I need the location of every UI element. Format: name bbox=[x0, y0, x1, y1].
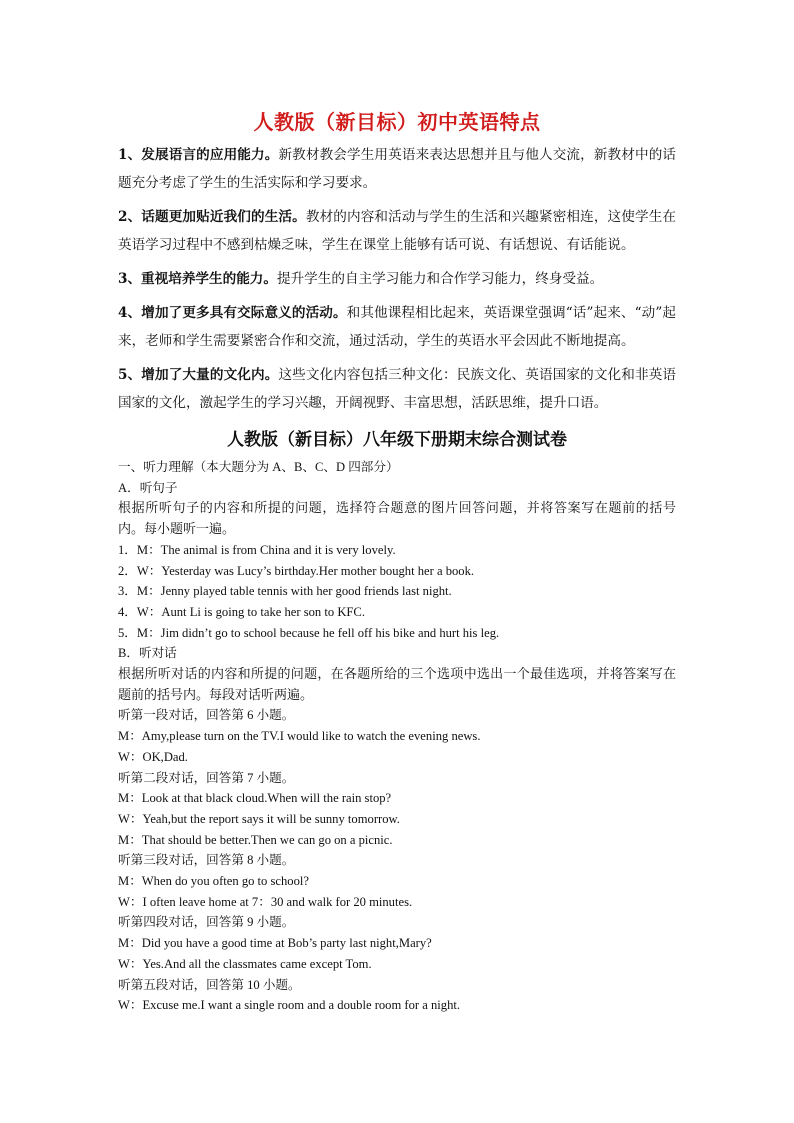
script-line: M：When do you often go to school? bbox=[118, 874, 309, 889]
script-line: W：Excuse me.I want a single room and a double room for a night. bbox=[118, 998, 461, 1013]
feature-item bbox=[118, 265, 676, 293]
script-line: W：I often leave home at 7：30 and walk for 20 minutes. bbox=[118, 894, 413, 909]
feature-item bbox=[118, 299, 676, 355]
document-title: 人教版（新目标）初中英语特点 bbox=[253, 110, 541, 134]
script-line: 4．W：Aunt Li is going to take her son to KFC. bbox=[118, 604, 365, 619]
feature-text: 提升学生的自主学习能力和合作学习能力，终身受益。 bbox=[277, 271, 604, 287]
feature-lead: 3、重视培养学生的能力。 bbox=[118, 271, 277, 287]
script-line: W：Yeah,but the report says it will be sunny tomorrow. bbox=[118, 811, 400, 826]
instruction-text: 根据所听句子的内容和所提的问题，选择符合题意的图片回答问题，并将答案写在题前的括号内。每小题听一遍。 bbox=[118, 500, 676, 537]
feature-lead: 5、增加了大量的文化内。 bbox=[118, 367, 279, 383]
script-line: 2．W：Yesterday was Lucy’s birthday.Her mother bought her a book. bbox=[118, 563, 475, 578]
section-heading: 一、听力理解（本大题分为 A、B、C、D 四部分） bbox=[118, 460, 399, 474]
instruction-text: 根据所听对话的内容和所提的问题，在各题所给的三个选项中选出一个最佳选项，并将答案写在题前的括号内。每段对话听两遍。 bbox=[118, 666, 676, 702]
script-line: W：OK,Dad. bbox=[118, 749, 188, 764]
dialogue-heading: 听第二段对话，回答第 7 小题。 bbox=[118, 770, 295, 785]
feature-text: 这些文化内容包括三种文化：民族文化、英语国家的文化和非英语国家的文化，激起学生的学习兴趣，开阔视野、丰富思想，活跃思维，提升口语。 bbox=[118, 367, 677, 411]
feature-item bbox=[118, 203, 676, 259]
script-line: W：Yes.And all the classmates came except Tom. bbox=[118, 956, 372, 971]
script-line: 1．M：The animal is from China and it is very lovely. bbox=[118, 542, 396, 557]
exam-body bbox=[118, 457, 676, 1016]
feature-lead: 4、增加了更多具有交际意义的活动。 bbox=[118, 305, 347, 321]
feature-item bbox=[118, 361, 676, 417]
script-line: 3．M：Jenny played table tennis with her good friends last night. bbox=[118, 584, 452, 599]
feature-text: 和其他课程相比起来，英语课堂强调“话”起来、“动”起来，老师和学生需要紧密合作和交流，通过活动，学生的英语水平会因此不断地提高。 bbox=[118, 305, 676, 349]
script-line: 5．M：Jim didn’t go to school because he fell off his bike and hurt his leg. bbox=[118, 625, 500, 640]
script-line: M：Amy,please turn on the TV.I would like to watch the evening news. bbox=[118, 729, 481, 744]
feature-text: 新教材教会学生用英语来表达思想并且与他人交流，新教材中的话题充分考虑了学生的生活实际和学习要求。 bbox=[118, 147, 677, 191]
dialogue-heading: 听第一段对话，回答第 6 小题。 bbox=[118, 708, 295, 723]
dialogue-heading: 听第五段对话，回答第 10 小题。 bbox=[118, 977, 301, 992]
feature-lead: 1、发展语言的应用能力。 bbox=[118, 147, 279, 163]
feature-item bbox=[118, 141, 676, 197]
feature-text: 教材的内容和活动与学生的生活和兴趣紧密相连，这使学生在英语学习过程中不感到枯燥乏味，学生在课堂上能够有话可说、有话想说、有话能说。 bbox=[118, 209, 676, 253]
script-line: M：Look at that black cloud.When will the rain stop? bbox=[118, 791, 392, 806]
script-line: M：Did you have a good time at Bob’s party last night,Mary? bbox=[118, 936, 432, 951]
part-heading: A．听句子 bbox=[118, 480, 178, 495]
dialogue-heading: 听第四段对话，回答第 9 小题。 bbox=[118, 915, 295, 930]
exam-title: 人教版（新目标）八年级下册期末综合测试卷 bbox=[227, 430, 567, 450]
part-heading: B．听对话 bbox=[118, 646, 177, 661]
feature-list bbox=[118, 141, 676, 423]
script-line: M：That should be better.Then we can go on a picnic. bbox=[118, 832, 393, 847]
feature-lead: 2、话题更加贴近我们的生活。 bbox=[118, 209, 306, 225]
dialogue-heading: 听第三段对话，回答第 8 小题。 bbox=[118, 853, 295, 868]
